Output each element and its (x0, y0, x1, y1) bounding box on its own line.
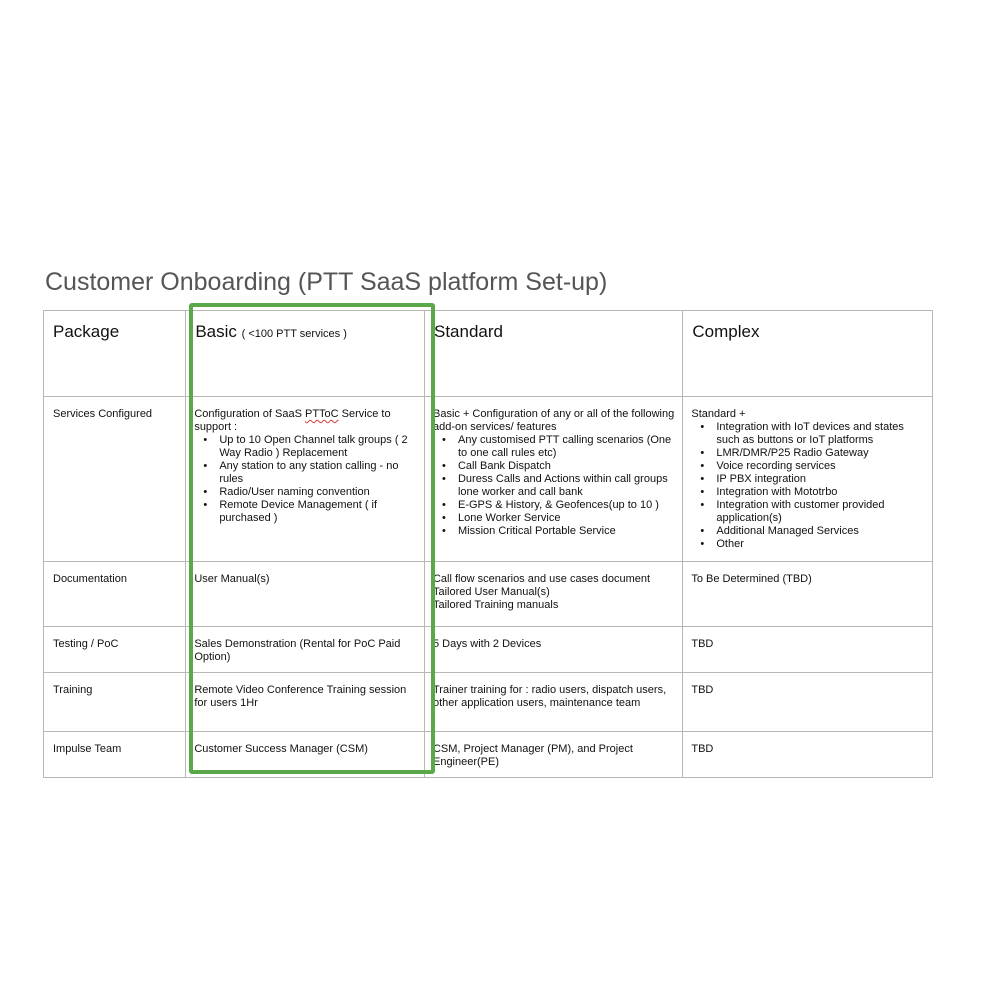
training-standard-cell (424, 673, 682, 732)
list-item: • Mission Critical Portable Service (458, 525, 674, 538)
header-standard-label: Standard (433, 322, 503, 341)
training-standard-text: Trainer training for : radio users, dispatch users, other application users, maintenance team (432, 684, 667, 709)
list-item: • IP PBX integration (716, 473, 924, 486)
list-item: • Any customised PTT calling scenarios (One to one call rules etc) (458, 434, 674, 460)
services-complex-list (691, 421, 924, 551)
documentation-standard-line: Call flow scenarios and use cases document (432, 573, 651, 585)
documentation-complex-text: To Be Determined (TBD) (691, 573, 812, 585)
documentation-basic-text: User Manual(s) (194, 573, 270, 585)
services-basic-list (194, 434, 416, 525)
training-basic-cell (186, 673, 425, 732)
documentation-standard-line: Tailored Training manuals (432, 599, 559, 611)
list-item: • Remote Device Management ( if purchased ) (219, 499, 416, 525)
row-label-services (44, 397, 186, 562)
testing-complex-text: TBD (691, 638, 714, 650)
list-item: • Any station to any station calling - no rules (219, 460, 416, 486)
header-complex-label: Complex (692, 322, 760, 341)
table-header-row (44, 311, 933, 397)
row-label-documentation-text: Documentation (53, 573, 127, 585)
list-item: • Additional Managed Services (716, 525, 924, 538)
list-item: • Radio/User naming convention (219, 486, 416, 499)
list-item: • E-GPS & History, & Geofences(up to 10 ) (458, 499, 674, 512)
services-basic-intro-suffix: Service to support : (194, 408, 391, 433)
services-standard-list (433, 434, 674, 538)
testing-standard-text: 5 Days with 2 Devices (432, 638, 542, 650)
documentation-standard-line: Tailored User Manual(s) (432, 586, 550, 598)
row-label-testing (44, 627, 186, 673)
header-package (44, 311, 186, 397)
team-basic-cell (186, 732, 425, 778)
table-row-training (44, 673, 933, 732)
table-row-documentation (44, 562, 933, 627)
table-row-testing (44, 627, 933, 673)
list-item: • LMR/DMR/P25 Radio Gateway (716, 447, 924, 460)
team-standard-text: CSM, Project Manager (PM), and Project Engineer(PE) (432, 743, 633, 768)
row-label-training (44, 673, 186, 732)
row-label-documentation (44, 562, 186, 627)
header-package-label: Package (53, 322, 120, 341)
header-basic-label: Basic (195, 322, 237, 341)
list-item: • Voice recording services (716, 460, 924, 473)
training-complex-cell (683, 673, 933, 732)
services-basic-cell (186, 397, 425, 562)
list-item: • Call Bank Dispatch (458, 460, 674, 473)
list-item: • Duress Calls and Actions within call groups lone worker and call bank (458, 473, 674, 499)
team-basic-text: Customer Success Manager (CSM) (194, 743, 368, 755)
services-standard-cell (424, 397, 682, 562)
header-complex (683, 311, 933, 397)
header-basic (186, 311, 425, 397)
table-row-team (44, 732, 933, 778)
list-item: • Up to 10 Open Channel talk groups ( 2 Way Radio ) Replacement (219, 434, 416, 460)
services-standard-intro: Basic + Configuration of any or all of the following add-on services/ features (432, 408, 675, 433)
testing-standard-cell (424, 627, 682, 673)
team-complex-cell (683, 732, 933, 778)
services-basic-intro (194, 408, 416, 434)
table-row-services (44, 397, 933, 562)
testing-complex-cell (683, 627, 933, 673)
list-item: • Lone Worker Service (458, 512, 674, 525)
row-label-testing-text: Testing / PoC (53, 638, 119, 650)
services-basic-intro-prefix: Configuration of SaaS (194, 408, 305, 420)
row-label-training-text: Training (53, 684, 93, 696)
documentation-standard-cell (424, 562, 682, 627)
testing-basic-text: Sales Demonstration (Rental for PoC Paid Option) (194, 638, 401, 663)
page-title: Customer Onboarding (PTT SaaS platform Set-up) (45, 268, 608, 296)
training-basic-text: Remote Video Conference Training session for users 1Hr (194, 684, 407, 709)
services-complex-cell (683, 397, 933, 562)
documentation-basic-cell (186, 562, 425, 627)
documentation-complex-cell (683, 562, 933, 627)
training-complex-text: TBD (691, 684, 714, 696)
header-basic-sublabel: ( <100 PTT services ) (241, 328, 347, 340)
onboarding-table (43, 310, 933, 778)
list-item: • Integration with customer provided application(s) (716, 499, 924, 525)
team-complex-text: TBD (691, 743, 714, 755)
misspelled-word: PTToC (305, 408, 339, 420)
testing-basic-cell (186, 627, 425, 673)
row-label-team (44, 732, 186, 778)
services-complex-intro: Standard + (691, 408, 746, 420)
list-item: • Other (716, 538, 924, 551)
list-item: • Integration with IoT devices and states such as buttons or IoT platforms (716, 421, 924, 447)
header-standard (424, 311, 682, 397)
team-standard-cell (424, 732, 682, 778)
list-item: • Integration with Mototrbo (716, 486, 924, 499)
row-label-team-text: Impulse Team (53, 743, 122, 755)
row-label-services-text: Services Configured (53, 408, 153, 420)
